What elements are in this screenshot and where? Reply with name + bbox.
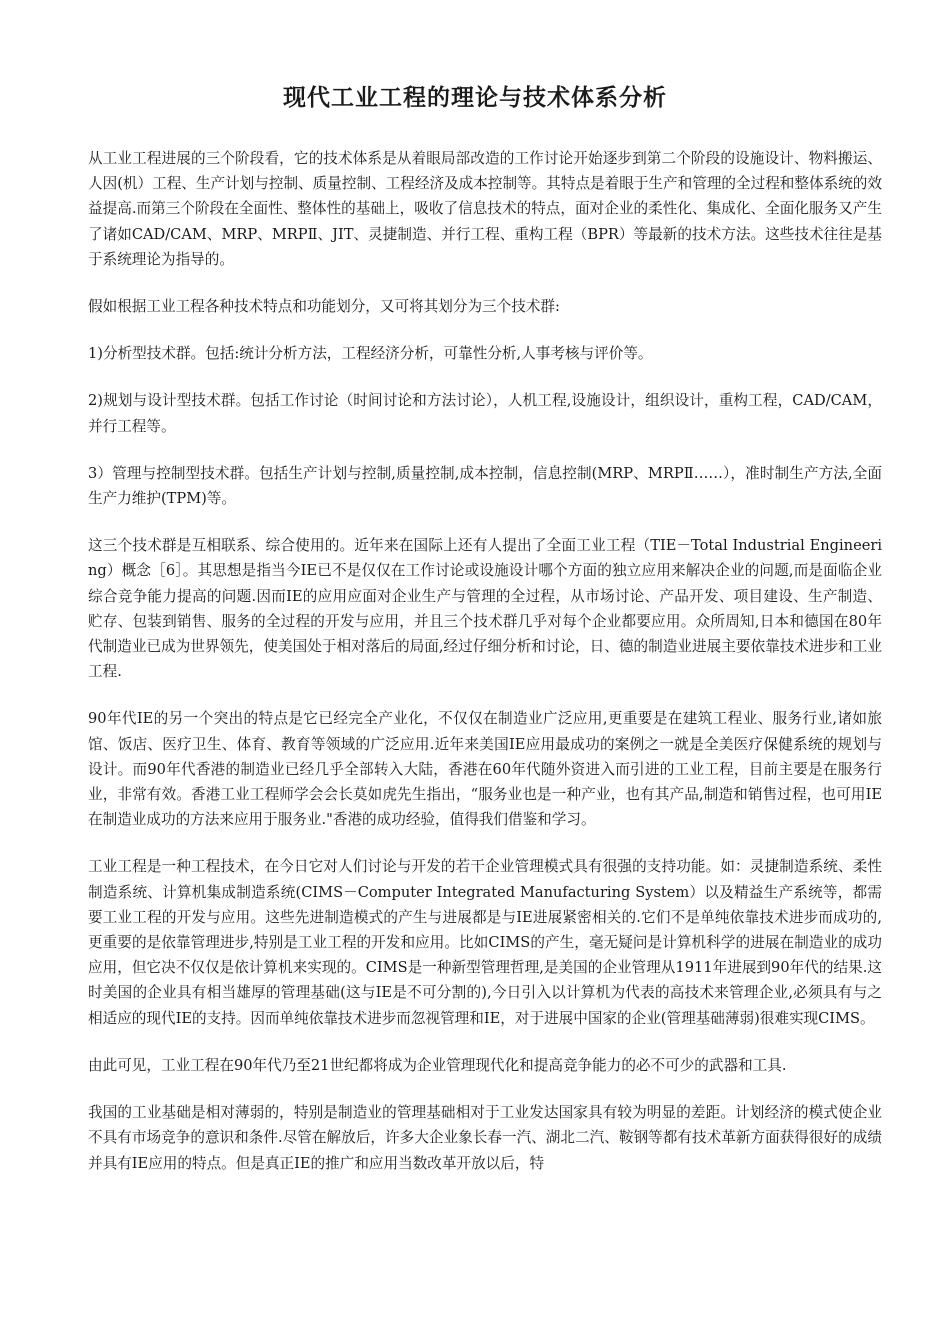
paragraph-analysis-group: 1)分析型技术群。包括:统计分析方法，工程经济分析，可靠性分析,人事考核与评价等。 (88, 345, 653, 363)
paragraph-management-control-group: 3）管理与控制型技术群。包括生产计划与控制,质量控制,成本控制，信息控制(MRP、MRPⅡ……），准时制生产方法,全面生产力维护(TPM)等。 (88, 464, 882, 508)
paragraph-technical-system-stages: 从工业工程进展的三个阶段看，它的技术体系是从着眼局部改造的工作讨论开始逐步到第二个阶段的设施设计、物料搬运、人因(机）工程、生产计划与控制、质量控制、工程经济及成本控制等。其特点是着眼于生产和管理的全过程和整体系统的效益提高.而第三个阶段在全面性、整体性的基础上，吸收了信息技术的特点，面对企业的柔性化、集成化、全面化服务又产生了诸如CAD/CAM、MRP、MRPⅡ、JIT、灵捷制造、并行工程、重构工程（BPR）等最新的技术方法。这些技术往往是基于系统理论为指导的。 (88, 150, 882, 268)
paragraph-planning-design-group: 2)规划与设计型技术群。包括工作讨论（时间讨论和方法讨论），人机工程,设施设计，组织设计，重构工程，CAD/CAM，并行工程等。 (88, 392, 882, 435)
paragraph-conclusion: 由此可见，工业工程在90年代乃至21世纪都将成为企业管理现代化和提高竞争能力的必不可少的武器和工具. (88, 1056, 787, 1074)
document-body (88, 146, 882, 1198)
paragraph-technology-groups-intro: 假如根据工业工程各种技术特点和功能划分，又可将其划分为三个技术群: (88, 298, 560, 316)
document-title: 现代工业工程的理论与技术体系分析 (283, 85, 667, 111)
paragraph-ie-industrialization-90s: 90年代IE的另一个突出的特点是它已经完全产业化，不仅仅在制造业广泛应用,更重要是在建筑工程业、服务行业,诸如旅馆、饭店、医疗卫生、体育、教育等领域的广泛应用.近年来美国IE应用最成功的案例之一就是全美医疗保健系统的规划与设计。而90年代香港的制造业已经几乎全部转入大陆，香港在60年代随外资进入而引进的工业工程，目前主要是在服务行业，非常有效。香港工业工程师学会会长莫如虎先生指出，“服务业也是一种产业，也有其产品,制造和销售过程，也可用IE在制造业成功的方法来应用于服务业."香港的成功经验，值得我们借鉴和学习。 (88, 710, 882, 829)
paragraph-china-industrial-base: 我国的工业基础是相对薄弱的，特别是制造业的管理基础相对于工业发达国家具有较为明显的差距。计划经济的模式使企业不具有市场竞争的意识和条件.尽管在解放后，许多大企业象长春一汽、湖北二汽、鞍钢等都有技术革新方面获得很好的成绩并具有IE应用的特点。但是真正IE的推广和应用当数改革开放以后，特 (88, 1104, 882, 1172)
paragraph-total-industrial-engineering: 这三个技术群是互相联系、综合使用的。近年来在国际上还有人提出了全面工业工程（TIE－Total Industrial Engineering）概念［6］。其思想是指当今IE已不是仅仅在工作讨论或设施设计哪个方面的独立应用来解决企业的问题,而是面临企业综合竞争能力提高的问题.因而IE的应用应面对企业生产与管理的全过程，从市场讨论、产品开发、项目建设、生产制造、贮存、包装到销售、服务的全过程的开发与应用，并且三个技术群几乎对每个企业都要应用。众所周知,日本和德国在80年代制造业已成为世界领先，使美国处于相对落后的局面,经过仔细分析和讨论，日、德的制造业进展主要依靠技术进步和工业工程. (88, 537, 882, 681)
paragraph-ie-management-modes: 工业工程是一种工程技术，在今日它对人们讨论与开发的若干企业管理模式具有很强的支持功能。如：灵捷制造系统、柔性制造系统、计算机集成制造系统(CIMS－Computer Integrated Manufacturing System）以及精益生产系统等，都需要工业工程的开发与应用。这些先进制造模式的产生与进展都是与IE进展紧密相关的.它们不是单纯依靠技术进步而成功的,更重要的是依靠管理进步,特别是工业工程的开发和应用。比如CIMS的产生，毫无疑问是计算机科学的进展在制造业的成功应用，但它决不仅仅是依计算机来实现的。CIMS是一种新型管理哲理,是美国的企业管理从1911年进展到90年代的结果.这时美国的企业具有相当雄厚的管理基础(这与IE是不可分割的),今日引入以计算机为代表的高技术来管理企业,必须具有与之相适应的现代IE的支持。因而单纯依靠技术进步而忽视管理和IE，对于进展中国家的企业(管理基础薄弱)很难实现CIMS。 (88, 858, 882, 1027)
